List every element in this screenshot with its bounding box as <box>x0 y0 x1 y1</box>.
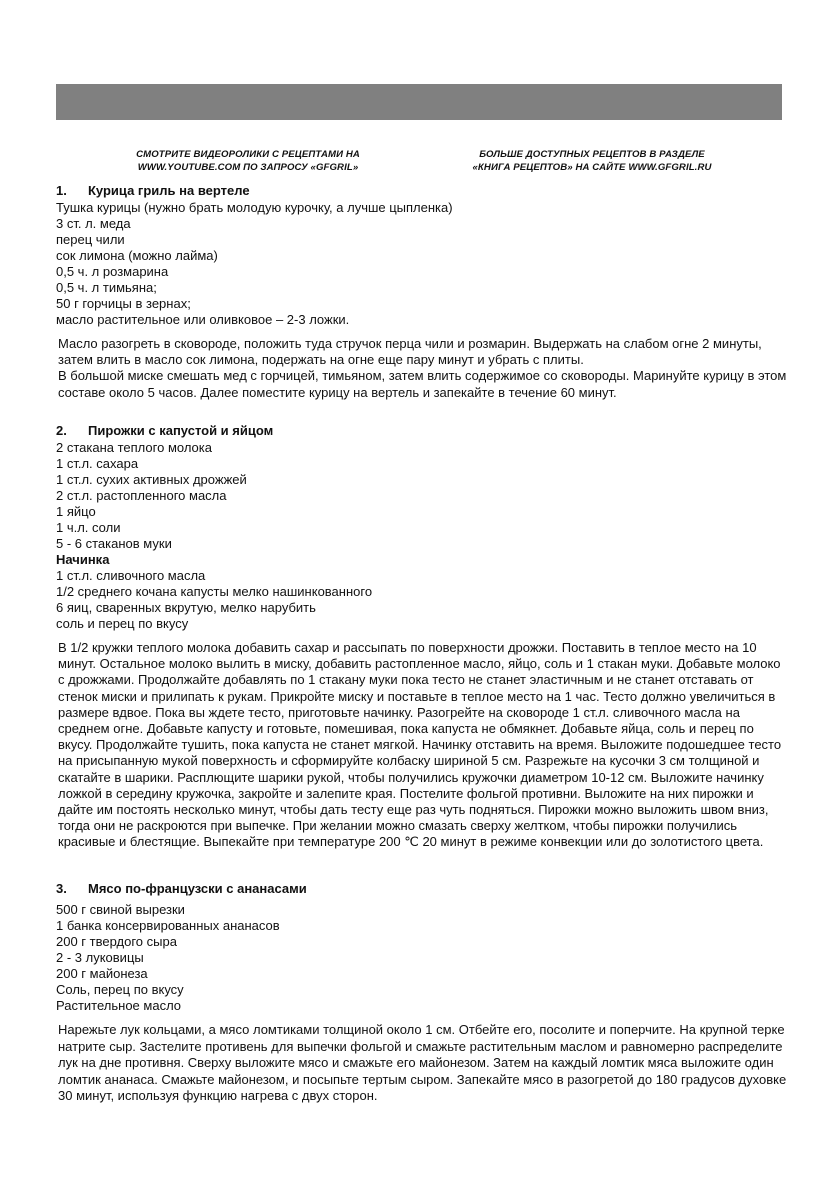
promo-recipe-book-line-1: БОЛЬШЕ ДОСТУПНЫХ РЕЦЕПТОВ В РАЗДЕЛЕ <box>479 149 705 160</box>
recipe-title <box>56 183 788 199</box>
promo-youtube-line-1: СМОТРИТЕ ВИДЕОРОЛИКИ С РЕЦЕПТАМИ НА <box>136 149 360 160</box>
ingredient-item: перец чили <box>56 232 125 247</box>
ingredient-item: 1 ст.л. сахара <box>56 456 139 471</box>
ingredient-item: 1 ст.л. сухих активных дрожжей <box>56 472 247 487</box>
recipe-number: 3. <box>56 881 67 896</box>
ingredient-item: 2 стакана теплого молока <box>56 440 212 455</box>
ingredient-item: 2 ст.л. растопленного масла <box>56 488 227 503</box>
recipe-title <box>56 423 788 439</box>
ingredient-item: 0,5 ч. л тимьяна; <box>56 280 157 295</box>
ingredient-item: масло растительное или оливковое – 2-3 ложки. <box>56 312 350 327</box>
ingredient-item: 1 ч.л. соли <box>56 520 121 535</box>
recipe-title <box>56 881 788 897</box>
ingredients-list <box>56 902 788 1014</box>
ingredient-item: Растительное масло <box>56 998 182 1013</box>
ingredients-list <box>56 440 788 632</box>
recipe-number: 1. <box>56 183 67 198</box>
method-paragraph: Масло разогреть в сковороде, положить туда стручок перца чили и розмарин. Выдержать на слабом огне 2 минуты, затем влить в масло сок лимона, подержать на огне еще пару минут и убрать с плиты. <box>58 336 762 368</box>
filling-item: 1 ст.л. сливочного масла <box>56 568 206 583</box>
ingredient-item: Соль, перец по вкусу <box>56 982 184 997</box>
ingredient-item: 500 г свиной вырезки <box>56 902 185 917</box>
promo-recipe-book <box>452 148 732 174</box>
header-bar <box>56 84 782 120</box>
method-text <box>56 1022 788 1105</box>
ingredient-item: 1 банка консервированных ананасов <box>56 918 280 933</box>
ingredient-item: 200 г майонеза <box>56 966 148 981</box>
ingredient-item: сок лимона (можно лайма) <box>56 248 218 263</box>
ingredients-list <box>56 200 788 328</box>
ingredient-item: 2 - 3 луковицы <box>56 950 144 965</box>
promo-youtube-line-2: WWW.YOUTUBE.COM ПО ЗАПРОСУ «GFGRIL» <box>137 162 359 173</box>
recipe-2 <box>56 423 788 851</box>
recipe-number: 2. <box>56 423 67 438</box>
ingredient-item: 50 г горчицы в зернах; <box>56 296 191 311</box>
ingredient-item: 5 - 6 стаканов муки <box>56 536 172 551</box>
ingredient-item: 0,5 ч. л розмарина <box>56 264 169 279</box>
ingredient-item: 3 ст. л. меда <box>56 216 131 231</box>
method-paragraph: Нарежьте лук кольцами, а мясо ломтиками толщиной около 1 см. Отбейте его, посолите и поперчите. На крупной терке натрите сыр. Застелите противень для выпечки фольгой и смажьте растительным маслом и равномерно распределите лук на дне противня. Сверху выложите мясо и смажьте его майонезом. Затем на каждый ломтик мяса выложите один ломтик ананаса. Смажьте майонезом, и посыпьте тертым сыром. Запекайте мясо в разогретой до 180 градусов духовке 30 минут, используя функцию нагрева с двух сторон. <box>58 1022 787 1104</box>
ingredient-item: 1 яйцо <box>56 504 96 519</box>
filling-item: 6 яиц, сваренных вкрутую, мелко нарубить <box>56 600 316 615</box>
recipe-3 <box>56 881 788 1105</box>
method-text <box>56 336 788 401</box>
ingredient-item: Тушка курицы (нужно брать молодую курочку, а лучше цыпленка) <box>56 200 453 215</box>
filling-heading: Начинка <box>56 552 110 567</box>
filling-item: соль и перец по вкусу <box>56 616 189 631</box>
method-paragraph: В большой миске смешать мед с горчицей, тимьяном, затем влить содержимое со сковороды. Маринуйте курицу в этом составе около 5 часов. Далее поместите курицу на вертель и запекайте в течение 60 минут. <box>58 368 787 400</box>
method-paragraph: В 1/2 кружки теплого молока добавить сахар и рассыпать по поверхности дрожжи. Поставить в теплое место на 10 минут. Остальное молоко вылить в миску, добавить растопленное масло, яйцо, соль и 1 стакан муки. Добавьте молоко с дрожжами. Продолжайте добавлять по 1 стакану муки пока тесто не станет эластичным и не станет отставать от стенок миски и прилипать к рукам. Прикройте миску и поставьте в теплое место на 1 час. Тесто должно увеличиться в размере вдвое. Пока вы ждете тесто, приготовьте начинку. Разогрейте на сковороде 1 ст.л. сливочного масла на среднем огне. Добавьте капусту и готовьте, помешивая, пока капуста не обмякнет. Добавьте яйца, соль и перец по вкусу. Продолжайте тушить, пока капуста не станет мягкой. Начинку отставить на время. Выложите подошедшее тесто на присыпанную мукой поверхность и сформируйте колбаску шириной 5 см. Разрежьте на кусочки 3 см толщиной и скатайте в шарики. Расплющите шарики рукой, чтобы получились кружочки диаметром 10-12 см. Выложите начинку ложкой в середину кружочка, закройте и залепите края. Постелите фольгой противни. Выложите на них пирожки и дайте им постоять несколько минут, чтобы дать тесту еще раз чуть подняться. Пирожки можно выложить швом вниз, тогда они не раскроются при выпечке. При желании можно смазать сверху желтком, чтобы пирожки получились красивые и блестящие. Выпекайте при температуре 200 ℃ 20 минут в режиме конвекции или до золотистого цвета. <box>58 640 782 850</box>
recipe-title-text: Пирожки с капустой и яйцом <box>88 423 274 438</box>
recipe-1 <box>56 183 788 401</box>
promo-youtube <box>108 148 388 174</box>
method-text <box>56 640 788 851</box>
recipe-title-text: Курица гриль на вертеле <box>88 183 250 198</box>
recipe-title-text: Мясо по-французски с ананасами <box>88 881 307 896</box>
ingredient-item: 200 г твердого сыра <box>56 934 177 949</box>
promo-recipe-book-line-2: «КНИГА РЕЦЕПТОВ» НА САЙТЕ WWW.GFGRIL.RU <box>472 162 712 173</box>
filling-item: 1/2 среднего кочана капусты мелко нашинкованного <box>56 584 373 599</box>
